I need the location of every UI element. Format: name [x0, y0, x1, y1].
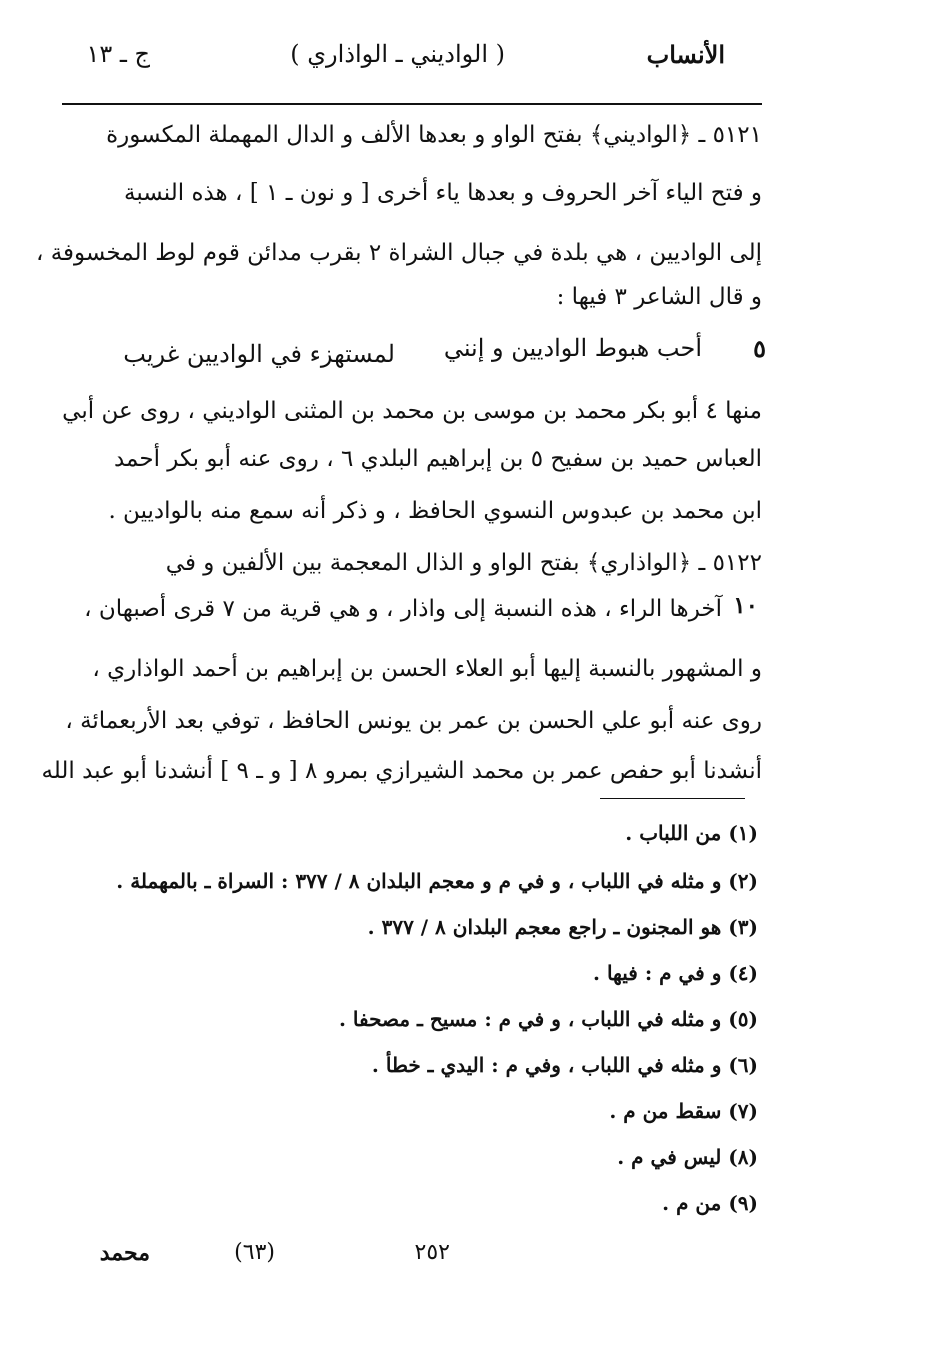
body-line-5: منها ٤ أبو بكر محمد بن موسى بن محمد بن المثنى الواديني ، روى عن أبي [62, 398, 762, 424]
page-number: ٢٥٢ [414, 1240, 450, 1265]
footnote-3: (٣) هو المجنون ـ راجع معجم البلدان ٨ / ٣٧٧ . [367, 915, 758, 939]
body-line-3: إلى الواديين ، هي بلدة في جبال الشراة ٢ بقرب مدائن قوم لوط المخسوفة ، [35, 240, 762, 266]
footnote-rule [600, 798, 745, 799]
body-line-7: ابن محمد بن عبدوس النسوي الحافظ ، و ذكر أنه سمع منه بالواديين . [108, 498, 762, 524]
body-line-2: و فتح الياء آخر الحروف و بعدها ياء أخرى [ و نون ـ ١ ] ، هذه النسبة [124, 180, 762, 206]
body-line-1: ٥١٢١ ـ ﴿الواديني﴾ بفتح الواو و بعدها الألف و الدال المهملة المكسورة [106, 122, 762, 148]
signature-mark: (٦٣) [234, 1240, 275, 1265]
line-number-ten: ١٠ [733, 592, 758, 619]
footnote-4: (٤) و في م : فيها . [593, 961, 758, 985]
footnote-9: (٩) من م . [662, 1191, 758, 1215]
verse-second-hemistich: لمستهزء في الواديين غريب [123, 340, 395, 368]
body-line-10: و المشهور بالنسبة إليها أبو العلاء الحسن بن إبراهيم بن أحمد الواذاري ، [92, 656, 762, 682]
footnote-5: (٥) و مثله في اللباب ، و في م : مسيح ـ مصحفا . [338, 1007, 758, 1031]
footer-catchword: محمد [99, 1240, 150, 1266]
header-rule [62, 103, 762, 105]
footnote-2: (٢) و مثله في اللباب ، و في م و معجم البلدان ٨ / ٣٧٧ : السراة ـ بالمهملة . [116, 869, 758, 893]
footnote-7: (٧) سقط من م . [609, 1099, 758, 1123]
body-line-4: و قال الشاعر ٣ فيها : [556, 284, 762, 310]
verse-first-hemistich: أحب هبوط الواديين و إنني [443, 334, 702, 362]
verse-line-number: ٥ [753, 334, 766, 363]
body-line-11: روى عنه أبو علي الحسن بن عمر بن يونس الحافظ ، توفي بعد الأربعمائة ، [65, 708, 762, 734]
volume-label: ج ـ ١٣ [86, 40, 150, 68]
footnote-1: (١) من اللباب . [625, 821, 758, 845]
footnote-8: (٨) ليس في م . [617, 1145, 758, 1169]
body-line-8: ٥١٢٢ ـ ﴿الواذاري﴾ بفتح الواو و الذال المعجمة بين الألفين و في [165, 550, 762, 576]
running-head-entries: ( الواديني ـ الواذاري ) [290, 40, 505, 68]
footnote-6: (٦) و مثله في اللباب ، وفي م : اليدي ـ خطأ . [371, 1053, 758, 1077]
body-line-12: أنشدنا أبو حفص عمر بن محمد الشيرازي بمرو ٨ [ و ـ ٩ ] أنشدنا أبو عبد الله [41, 758, 762, 784]
body-line-6: العباس حميد بن سفيح ٥ بن إبراهيم البلدي ٦ ، روى عنه أبو بكر أحمد [113, 446, 762, 472]
running-head-title: الأنساب [646, 40, 725, 69]
body-line-9: آخرها الراء ، هذه النسبة إلى واذار ، و هي قرية من ٧ قرى أصبهان ، [84, 596, 722, 622]
